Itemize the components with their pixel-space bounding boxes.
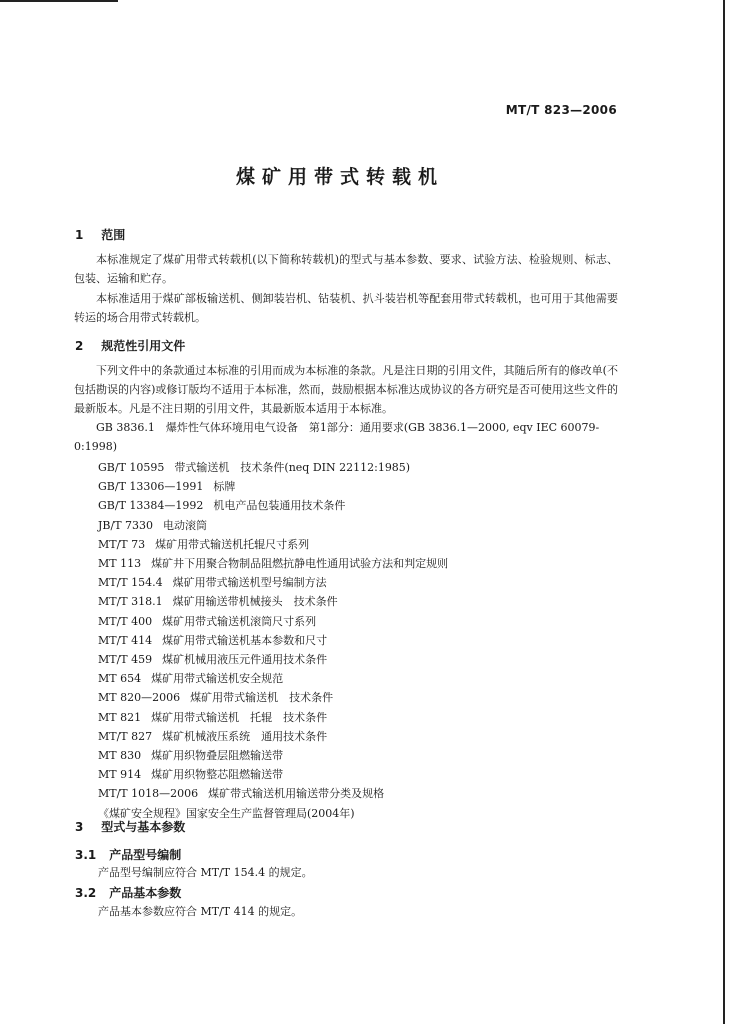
reference-code: MT 113 xyxy=(98,557,142,571)
reference-code: MT 654 xyxy=(98,672,142,686)
reference-title: 煤矿用带式输送机滚筒尺寸系列 xyxy=(162,614,317,628)
reference-code: GB/T 13306—1991 xyxy=(98,480,204,494)
reference-code: MT/T 318.1 xyxy=(98,595,163,609)
subsection-number: 3.1 xyxy=(75,848,97,862)
reference-title: 煤矿用带式输送机托辊尺寸系列 xyxy=(155,537,310,551)
reference-code: MT 820—2006 xyxy=(98,691,181,705)
subsection-title: 产品基本参数 xyxy=(109,886,182,900)
subsection-number: 3.2 xyxy=(75,886,97,900)
reference-item xyxy=(98,631,448,650)
reference-title: 电动滚筒 xyxy=(163,518,208,532)
reference-code: GB/T 10595 xyxy=(98,461,165,474)
scan-edge-right xyxy=(723,0,725,1024)
reference-code: JB/T 7330 xyxy=(98,518,154,532)
reference-code: MT 914 xyxy=(98,768,142,782)
section-number: 1 xyxy=(75,228,84,242)
reference-item xyxy=(98,669,448,688)
reference-item xyxy=(98,573,448,592)
reference-item xyxy=(98,554,448,573)
reference-title: 带式输送机 技术条件(neq DIN 22112:1985) xyxy=(174,461,411,474)
reference-title: 煤矿用带式输送机型号编制方法 xyxy=(172,576,327,590)
reference-item xyxy=(98,496,448,515)
reference-item xyxy=(98,784,448,803)
reference-title: 煤矿机械液压系统 通用技术条件 xyxy=(162,729,328,743)
reference-title: 煤矿用带式输送机 技术条件 xyxy=(190,691,334,705)
reference-title: 煤矿用织物整芯阻燃输送带 xyxy=(151,768,284,782)
reference-item xyxy=(98,535,448,554)
section-title: 规范性引用文件 xyxy=(101,339,186,353)
reference-item xyxy=(98,746,448,765)
reference-title: 煤矿用输送带机械接头 技术条件 xyxy=(172,595,338,609)
section-number: 3 xyxy=(75,820,84,834)
subsection-3-1-text: 产品型号编制应符合 MT/T 154.4 的规定。 xyxy=(98,866,313,879)
reference-gb3836: GB 3836.1 爆炸性气体环境用电气设备 第1部分：通用要求(GB 3836.1—2000, eqv IEC 60079-0:1998) xyxy=(74,421,600,453)
reference-title: 煤矿用带式输送机 托辊 技术条件 xyxy=(151,710,328,724)
reference-code: MT/T 459 xyxy=(98,653,153,667)
section-number: 2 xyxy=(75,339,84,353)
reference-list xyxy=(98,458,448,823)
reference-code: GB/T 13384—1992 xyxy=(98,499,204,513)
section-1-paragraph-1: 本标准规定了煤矿用带式转载机(以下简称转载机)的型式与基本参数、要求、试验方法、检验规则、标志、包装、运输和贮存。 xyxy=(74,253,618,285)
reference-item xyxy=(98,612,448,631)
reference-code: MT 830 xyxy=(98,749,142,763)
subsection-3-1-heading xyxy=(75,846,181,863)
reference-title: 煤矿用带式输送机基本参数和尺寸 xyxy=(162,633,328,647)
reference-title: 煤矿井下用聚合物制品阻燃抗静电性通用试验方法和判定规则 xyxy=(151,557,449,571)
reference-title: 标牌 xyxy=(213,480,236,494)
reference-code: MT 821 xyxy=(98,710,142,724)
reference-code: MT/T 414 xyxy=(98,633,153,647)
reference-item xyxy=(98,650,448,669)
section-1-heading xyxy=(75,226,125,243)
reference-code: 《煤矿安全规程》国家安全生产监督管理局(2004年) xyxy=(98,806,355,820)
section-2-heading xyxy=(75,337,185,354)
reference-title: 煤矿用织物叠层阻燃输送带 xyxy=(151,749,284,763)
document-title: 煤矿用带式转载机 xyxy=(235,166,444,188)
reference-item xyxy=(98,765,448,784)
reference-code: MT/T 400 xyxy=(98,614,153,628)
section-2-paragraph: 下列文件中的条款通过本标准的引用而成为本标准的条款。凡是注日期的引用文件，其随后所有的修改单(不包括勘误的内容)或修订版均不适用于本标准，然而，鼓励根据本标准达成协议的各方研究是否可使用这些文件的最新版本。凡是不注日期的引用文件，其最新版本适用于本标准。 xyxy=(74,364,618,415)
subsection-3-2-heading xyxy=(75,884,181,901)
reference-item xyxy=(98,477,448,496)
reference-title: 煤矿机械用液压元件通用技术条件 xyxy=(162,653,328,667)
reference-code: MT/T 827 xyxy=(98,729,153,743)
section-3-heading xyxy=(75,818,185,835)
reference-item xyxy=(98,516,448,535)
reference-item xyxy=(98,458,448,477)
subsection-title: 产品型号编制 xyxy=(109,848,182,862)
standard-code: MT/T 823—2006 xyxy=(505,103,617,117)
section-1-paragraph-2: 本标准适用于煤矿部板输送机、侧卸装岩机、钻装机、扒斗装岩机等配套用带式转载机，也可用于其他需要转运的场合用带式转载机。 xyxy=(74,292,618,324)
reference-item xyxy=(98,708,448,727)
section-title: 范围 xyxy=(101,228,126,242)
section-title: 型式与基本参数 xyxy=(101,820,186,834)
reference-title: 煤矿用带式输送机安全规范 xyxy=(151,672,284,686)
reference-title: 煤矿带式输送机用输送带分类及规格 xyxy=(208,787,385,801)
reference-code: MT/T 1018—2006 xyxy=(98,787,199,801)
reference-code: MT/T 73 xyxy=(98,537,146,551)
reference-item xyxy=(98,727,448,746)
reference-item xyxy=(98,592,448,611)
reference-title: 机电产品包装通用技术条件 xyxy=(213,499,346,513)
reference-code: MT/T 154.4 xyxy=(98,576,163,590)
subsection-3-2-text: 产品基本参数应符合 MT/T 414 的规定。 xyxy=(98,905,303,918)
reference-item xyxy=(98,688,448,707)
scan-edge-top xyxy=(0,0,118,2)
